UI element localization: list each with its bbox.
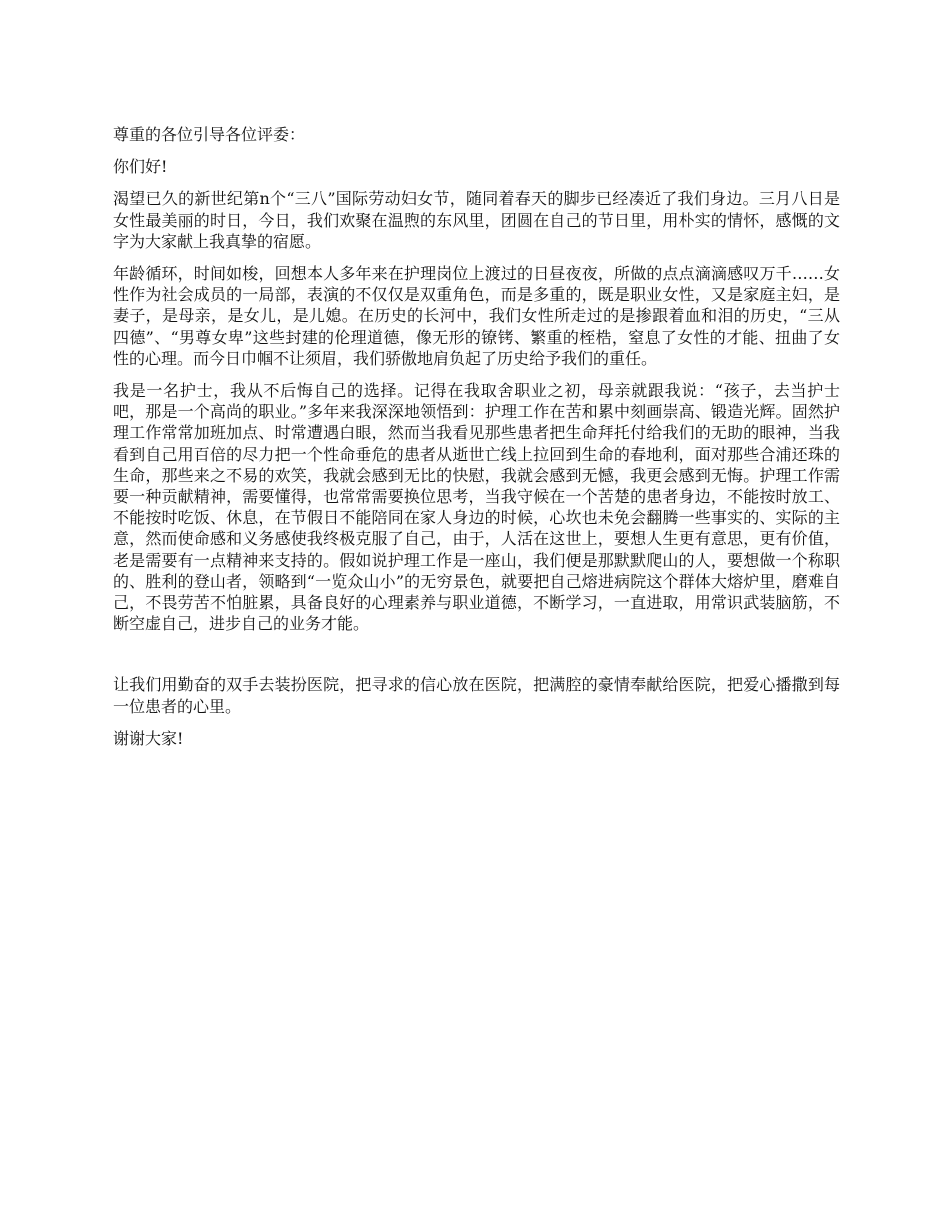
paragraph-history: 年龄循环，时间如梭，回想本人多年来在护理岗位上渡过的日昼夜夜，所做的点点滴滴感叹万千……女性作为社会成员的一局部，表演的不仅仅是双重角色，而是多重的，既是职业女性，又是家庭主妇，是妻子，是母亲，是女儿，是儿媳。在历史的长河中，我们女性所走过的是掺跟着血和泪的历史，“三从四德”、“男尊女卑”这些封建的伦理道德，像无形的镣铐、繁重的桎梏，窒息了女性的才能、扭曲了女性的心理。而今日巾帼不让须眉，我们骄傲地肩负起了历史给予我们的重任。 (113, 264, 840, 368)
closing: 谢谢大家! (113, 728, 184, 748)
document-page (113, 124, 840, 760)
blank-line (113, 645, 840, 674)
salutation: 尊重的各位引导各位评委： (113, 125, 306, 144)
paragraph-call-to-action: 让我们用勤奋的双手去装扮医院，把寻求的信心放在医院，把满腔的豪情奉献给医院，把爱心播撒到每一位患者的心里。 (113, 675, 840, 716)
paragraph-nursing: 我是一名护士，我从不后悔自己的选择。记得在我取舍职业之初，母亲就跟我说：“孩子，去当护士吧，那是一个高尚的职业。”多年来我深深地领悟到：护理工作在苦和累中刻画崇高、锻造光辉。固然护理工作常常加班加点、时常遭遇白眼，然而当我看见那些患者把生命拜托付给我们的无助的眼神，当我看到自己用百倍的尽力把一个性命垂危的患者从逝世亡线上拉回到生命的春地利，面对那些合浦还珠的生命，那些来之不易的欢笑，我就会感到无比的快慰，我就会感到无憾，我更会感到无悔。护理工作需要一种贡献精神，需要懂得，也常常需要换位思考，当我守候在一个苦楚的患者身边，不能按时放工、不能按时吃饭、休息，在节假日不能陪同在家人身边的时候，心坎也未免会翻腾一些事实的、实际的主意，然而使命感和义务感使我终极克服了自己，由于，人活在这世上，要想人生更有意思，更有价值，老是需要有一点精神来支持的。假如说护理工作是一座山，我们便是那默默爬山的人，要想做一个称职的、胜利的登山者，领略到“一览众山小”的无穷景色，就要把自己熔进病院这个群体大熔炉里，磨难自己，不畏劳苦不怕脏累，具备良好的心理素养与职业道德，不断学习，一直进取，用常识武装脑筋，不断空虚自己，进步自己的业务才能。 (113, 381, 840, 634)
greeting: 你们好! (113, 157, 168, 177)
paragraph-intro: 渴望已久的新世纪第n个“三八”国际劳动妇女节，随同着春天的脚步已经凑近了我们身边。三月八日是女性最美丽的时日，今日，我们欢聚在温煦的东风里，团圆在自己的节日里，用朴实的情怀，感慨的文字为大家献上我真挚的宿愿。 (113, 189, 840, 251)
